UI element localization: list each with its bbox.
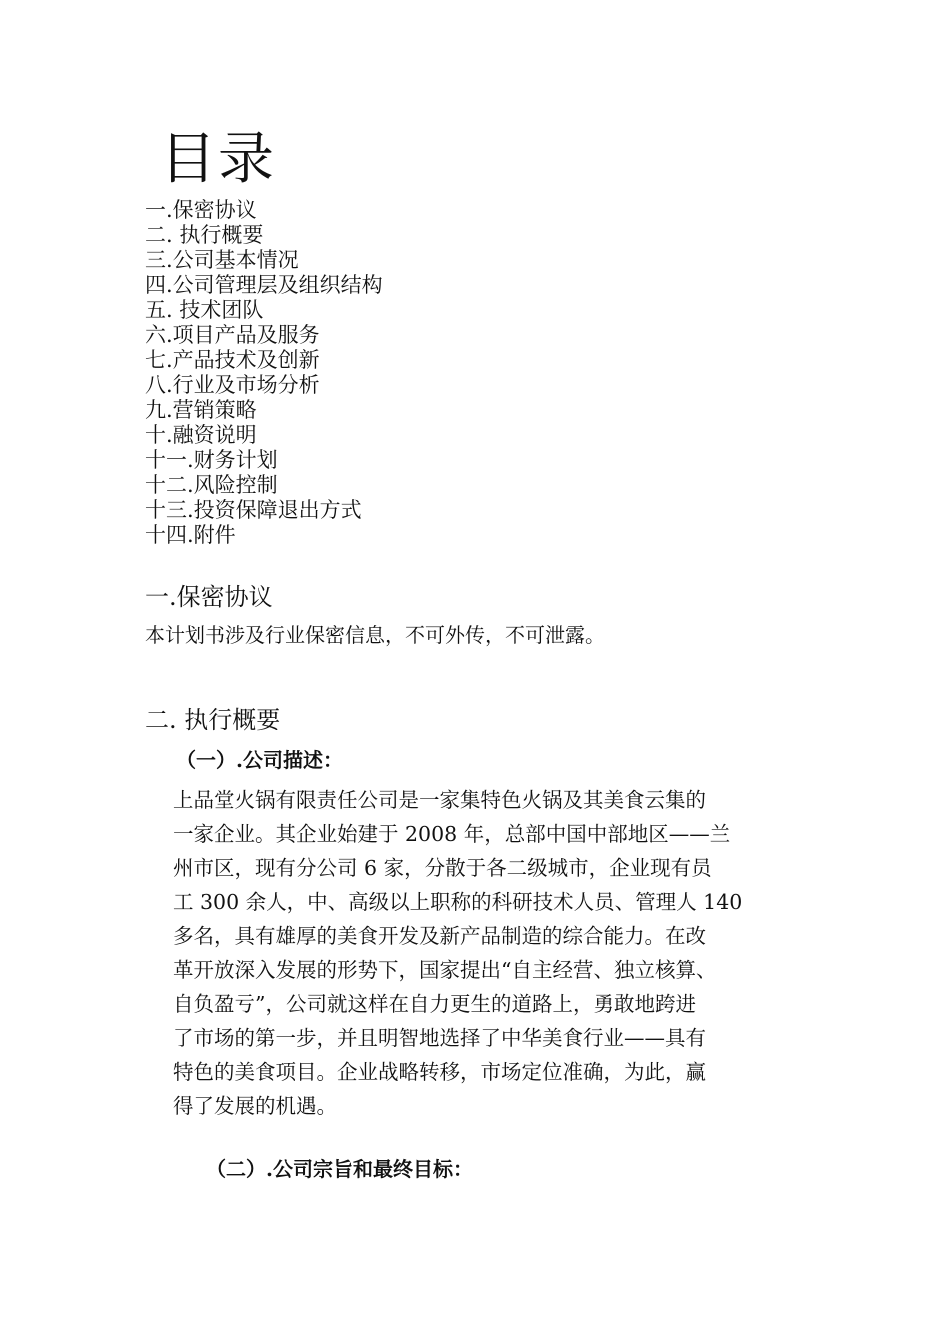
company-description-paragraph [173,783,773,1123]
section-heading-confidentiality: 一.保密协议 [145,583,273,611]
paragraph-line: 了市场的第一步，并且明智地选择了中华美食行业——具有 [173,1026,706,1050]
toc-item: 八.行业及市场分析 [145,373,320,397]
paragraph-line: 工 300 余人，中、高级以上职称的科研技术人员、管理人 140 [173,890,743,914]
paragraph-line: 革开放深入发展的形势下，国家提出“自主经营、独立核算、 [173,958,717,982]
toc-item: 五. 技术团队 [145,298,264,322]
toc-item: 六.项目产品及服务 [145,323,320,347]
toc-item: 九.营销策略 [145,398,257,422]
subheading-company-description: （一）.公司描述： [176,748,343,772]
toc-item: 十一.财务计划 [145,448,278,472]
toc-item: 一.保密协议 [145,198,257,222]
toc-item: 十三.投资保障退出方式 [145,498,362,522]
toc-item: 四.公司管理层及组织结构 [145,273,383,297]
paragraph-line: 多名，具有雄厚的美食开发及新产品制造的综合能力。在改 [173,924,706,948]
paragraph-line: 自负盈亏”，公司就这样在自力更生的道路上，勇敢地跨进 [173,992,696,1016]
paragraph-line: 上品堂火锅有限责任公司是一家集特色火锅及其美食云集的 [173,788,706,812]
paragraph-line: 得了发展的机遇。 [173,1094,337,1118]
paragraph-line: 州市区，现有分公司 6 家，分散于各二级城市，企业现有员 [173,856,712,880]
toc-item: 十二.风险控制 [145,473,278,497]
subheading-company-mission: （二）.公司宗旨和最终目标： [206,1157,473,1181]
section-heading-executive-summary: 二. 执行概要 [145,706,281,734]
toc-item: 三.公司基本情况 [145,248,299,272]
toc-list [145,198,383,548]
toc-item: 十.融资说明 [145,423,257,447]
toc-item: 二. 执行概要 [145,223,264,247]
paragraph-line: 特色的美食项目。企业战略转移，市场定位准确，为此，赢 [173,1060,706,1084]
confidentiality-text: 本计划书涉及行业保密信息，不可外传，不可泄露。 [145,623,605,647]
toc-title: 目录 [160,127,276,192]
toc-item: 七.产品技术及创新 [145,348,320,372]
paragraph-line: 一家企业。其企业始建于 2008 年，总部中国中部地区——兰 [173,822,731,846]
toc-item: 十四.附件 [145,523,236,547]
